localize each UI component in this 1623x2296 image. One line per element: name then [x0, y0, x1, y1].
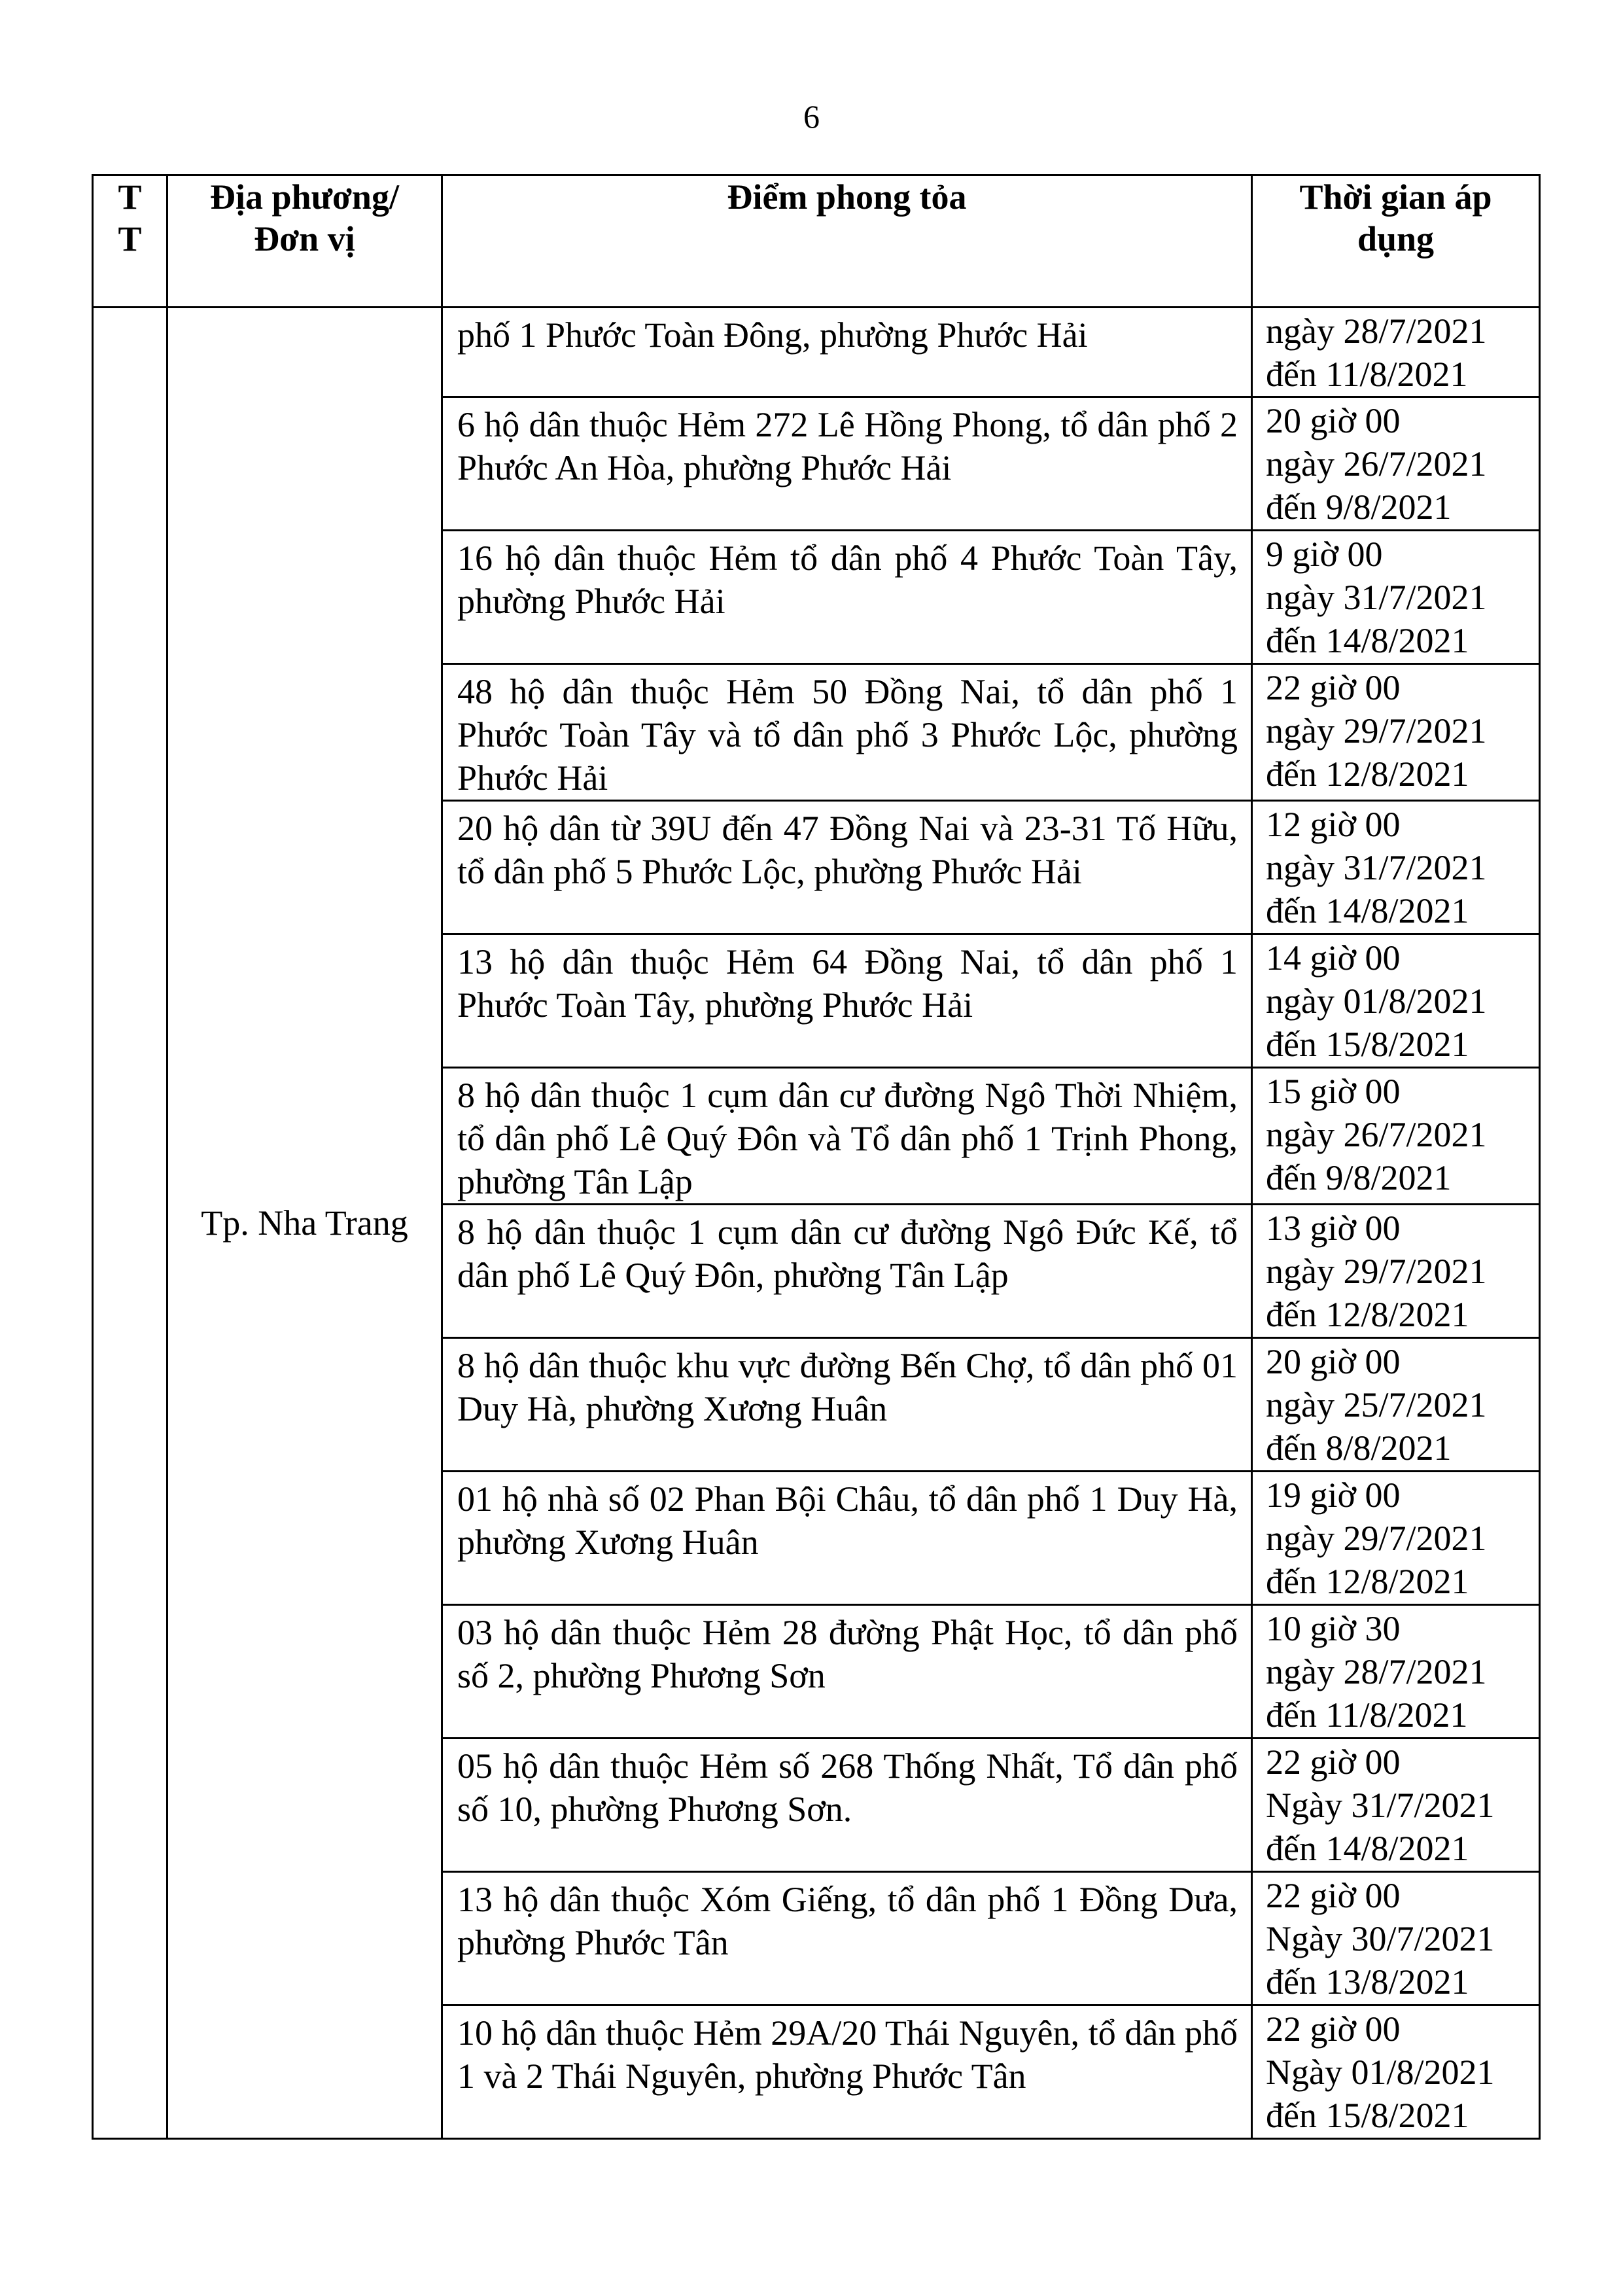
time-line: đến 15/8/2021 [1266, 2096, 1469, 2135]
lockdown-point-cell: 8 hộ dân thuộc khu vực đường Bến Chợ, tổ dân phố 01 Duy Hà, phường Xương Huân [442, 1338, 1252, 1472]
lockdown-point-cell: 03 hộ dân thuộc Hẻm 28 đường Phật Học, tổ dân phố số 2, phường Phương Sơn [442, 1605, 1252, 1739]
time-line: ngày 26/7/2021 [1266, 444, 1487, 484]
lockdown-point-cell: phố 1 Phước Toàn Đông, phường Phước Hải [442, 308, 1252, 397]
time-line: 20 giờ 00 [1266, 1342, 1401, 1381]
lockdown-point-cell: 8 hộ dân thuộc 1 cụm dân cư đường Ngô Thời Nhiệm, tổ dân phố Lê Quý Đôn và Tổ dân phố 1 Trịnh Phong, phường Tân Lập [442, 1068, 1252, 1205]
header-tt-line-1: T [118, 177, 142, 217]
time-line: đến 12/8/2021 [1266, 754, 1469, 794]
time-line: ngày 29/7/2021 [1266, 711, 1487, 751]
time-line: đến 12/8/2021 [1266, 1562, 1469, 1601]
time-line: ngày 31/7/2021 [1266, 848, 1487, 887]
time-line: ngày 25/7/2021 [1266, 1385, 1487, 1424]
table-header-row [93, 175, 1540, 308]
time-line: đến 14/8/2021 [1266, 1829, 1469, 1868]
time-line: đến 9/8/2021 [1266, 487, 1452, 527]
time-cell [1252, 1872, 1540, 2005]
time-line: 22 giờ 00 [1266, 2009, 1401, 2049]
time-line: 13 giờ 00 [1266, 1209, 1401, 1248]
time-cell [1252, 1472, 1540, 1605]
lockdown-point-cell: 48 hộ dân thuộc Hẻm 50 Đồng Nai, tổ dân phố 1 Phước Toàn Tây và tổ dân phố 3 Phước Lộc, phường Phước Hải [442, 664, 1252, 801]
header-time-applied: Thời gian áp dụng [1252, 175, 1540, 308]
lockdown-table [92, 174, 1541, 2140]
time-cell [1252, 1338, 1540, 1472]
time-cell [1252, 1605, 1540, 1739]
time-cell [1252, 1205, 1540, 1338]
lockdown-point-cell: 13 hộ dân thuộc Hẻm 64 Đồng Nai, tổ dân phố 1 Phước Toàn Tây, phường Phước Hải [442, 934, 1252, 1068]
time-line: ngày 29/7/2021 [1266, 1252, 1487, 1291]
time-line: 12 giờ 00 [1266, 805, 1401, 844]
time-line: 10 giờ 30 [1266, 1609, 1401, 1648]
lockdown-point-cell: 16 hộ dân thuộc Hẻm tổ dân phố 4 Phước Toàn Tây, phường Phước Hải [442, 531, 1252, 664]
time-cell [1252, 531, 1540, 664]
lockdown-point-cell: 6 hộ dân thuộc Hẻm 272 Lê Hồng Phong, tổ dân phố 2 Phước An Hòa, phường Phước Hải [442, 397, 1252, 531]
header-lockdown-point: Điểm phong tỏa [442, 175, 1252, 308]
header-tt-line-2: T [118, 219, 142, 258]
time-line: đến 8/8/2021 [1266, 1428, 1452, 1468]
time-line: ngày 28/7/2021 [1266, 311, 1487, 351]
lockdown-point-cell: 10 hộ dân thuộc Hẻm 29A/20 Thái Nguyên, tổ dân phố 1 và 2 Thái Nguyên, phường Phước Tân [442, 2005, 1252, 2139]
time-line: ngày 31/7/2021 [1266, 578, 1487, 617]
time-line: Ngày 31/7/2021 [1266, 1786, 1495, 1825]
time-cell [1252, 934, 1540, 1068]
time-cell [1252, 1068, 1540, 1205]
time-line: ngày 29/7/2021 [1266, 1519, 1487, 1558]
time-cell [1252, 2005, 1540, 2139]
time-line: đến 13/8/2021 [1266, 1962, 1469, 2002]
time-line: đến 11/8/2021 [1266, 1695, 1468, 1735]
time-line: đến 9/8/2021 [1266, 1158, 1452, 1197]
time-line: đến 15/8/2021 [1266, 1025, 1469, 1064]
time-line: đến 12/8/2021 [1266, 1295, 1469, 1334]
time-cell [1252, 664, 1540, 801]
table-row [93, 308, 1540, 397]
time-line: 9 giờ 00 [1266, 535, 1383, 574]
lockdown-point-cell: 05 hộ dân thuộc Hẻm số 268 Thống Nhất, Tổ dân phố số 10, phường Phương Sơn. [442, 1739, 1252, 1872]
time-line: 22 giờ 00 [1266, 1876, 1401, 1915]
time-line: 19 giờ 00 [1266, 1475, 1401, 1515]
time-cell [1252, 1739, 1540, 1872]
location-cell: Tp. Nha Trang [167, 308, 442, 2139]
time-cell [1252, 308, 1540, 397]
time-line: Ngày 01/8/2021 [1266, 2053, 1495, 2092]
time-line: 22 giờ 00 [1266, 668, 1401, 707]
time-line: đến 14/8/2021 [1266, 621, 1469, 660]
page-number: 6 [803, 98, 820, 135]
time-line: 20 giờ 00 [1266, 401, 1401, 440]
time-line: ngày 26/7/2021 [1266, 1115, 1487, 1154]
lockdown-point-cell: 13 hộ dân thuộc Xóm Giếng, tổ dân phố 1 Đồng Dưa, phường Phước Tân [442, 1872, 1252, 2005]
time-line: Ngày 30/7/2021 [1266, 1919, 1495, 1958]
lockdown-point-cell: 8 hộ dân thuộc 1 cụm dân cư đường Ngô Đức Kế, tổ dân phố Lê Quý Đôn, phường Tân Lập [442, 1205, 1252, 1338]
lockdown-point-cell: 01 hộ nhà số 02 Phan Bội Châu, tổ dân phố 1 Duy Hà, phường Xương Huân [442, 1472, 1252, 1605]
time-line: 22 giờ 00 [1266, 1742, 1401, 1782]
time-cell [1252, 801, 1540, 934]
time-line: 14 giờ 00 [1266, 938, 1401, 978]
header-tt [93, 175, 167, 308]
header-location: Địa phương/ Đơn vị [167, 175, 442, 308]
lockdown-point-cell: 20 hộ dân từ 39U đến 47 Đồng Nai và 23-31 Tố Hữu, tổ dân phố 5 Phước Lộc, phường Phước Hải [442, 801, 1252, 934]
time-line: ngày 01/8/2021 [1266, 981, 1487, 1021]
time-line: 15 giờ 00 [1266, 1072, 1401, 1111]
time-line: ngày 28/7/2021 [1266, 1652, 1487, 1691]
time-cell [1252, 397, 1540, 531]
time-line: đến 14/8/2021 [1266, 891, 1469, 930]
time-line: đến 11/8/2021 [1266, 355, 1468, 394]
tt-cell [93, 308, 167, 2139]
